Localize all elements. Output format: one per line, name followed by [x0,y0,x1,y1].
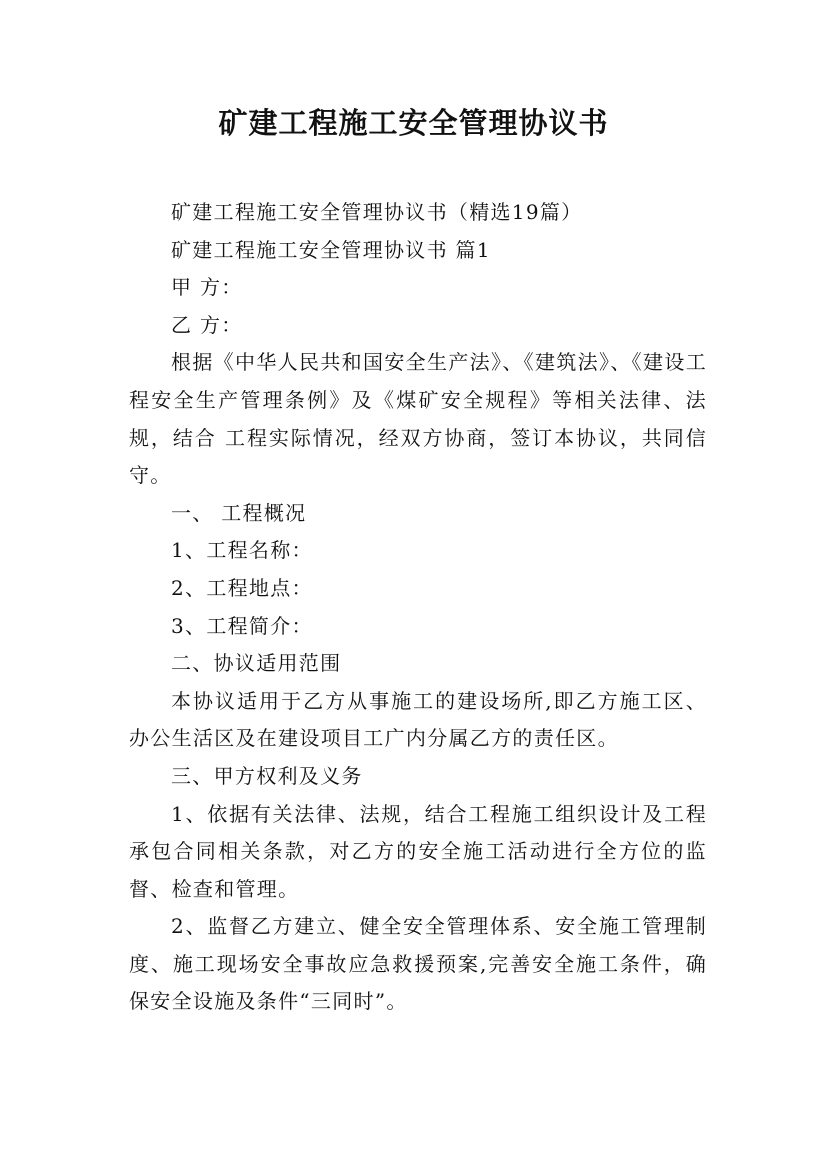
document-title: 矿建工程施工安全管理协议书 [218,106,609,140]
paragraph-party-a: 甲 方： [171,275,243,300]
paragraph-subtitle: 矿建工程施工安全管理协议书（精选19篇） [171,200,583,224]
paragraph-article-heading: 矿建工程施工安全管理协议书 篇1 [171,237,491,262]
list-item-project-location: 2、工程地点： [171,575,313,600]
paragraph-legal-basis: 根据《中华人民共和国安全生产法》、《建筑法》、《建设工程安全生产管理条例》及《煤矿安全规程》等相关法律、法规，结合 工程实际情况，经双方协商，签订本协议，共同信守。 [129,350,707,488]
paragraph-party-a-duty-2: 2、监督乙方建立、健全安全管理体系、安全施工管理制度、施工现场安全事故应急救援预案,完善安全施工条件，确保安全设施及条件“三同时”。 [129,914,707,1014]
paragraph-scope: 本协议适用于乙方从事施工的建设场所,即乙方施工区、办公生活区及在建设项目工广内分属乙方的责任区。 [129,688,707,751]
list-item-project-summary: 3、工程简介： [171,613,313,638]
section-heading-scope: 二、协议适用范围 [171,651,342,676]
section-heading-project-overview: 一、 工程概况 [171,500,307,525]
section-heading-party-a-rights: 三、甲方权利及义务 [171,763,363,788]
document-body [129,194,707,1021]
list-item-project-name: 1、工程名称： [171,538,313,563]
paragraph-party-a-duty-1: 1、依据有关法律、法规，结合工程施工组织设计及工程承包合同相关条款，对乙方的安全施工活动进行全方位的监督、检查和管理。 [129,801,707,901]
paragraph-party-b: 乙 方： [171,312,243,337]
